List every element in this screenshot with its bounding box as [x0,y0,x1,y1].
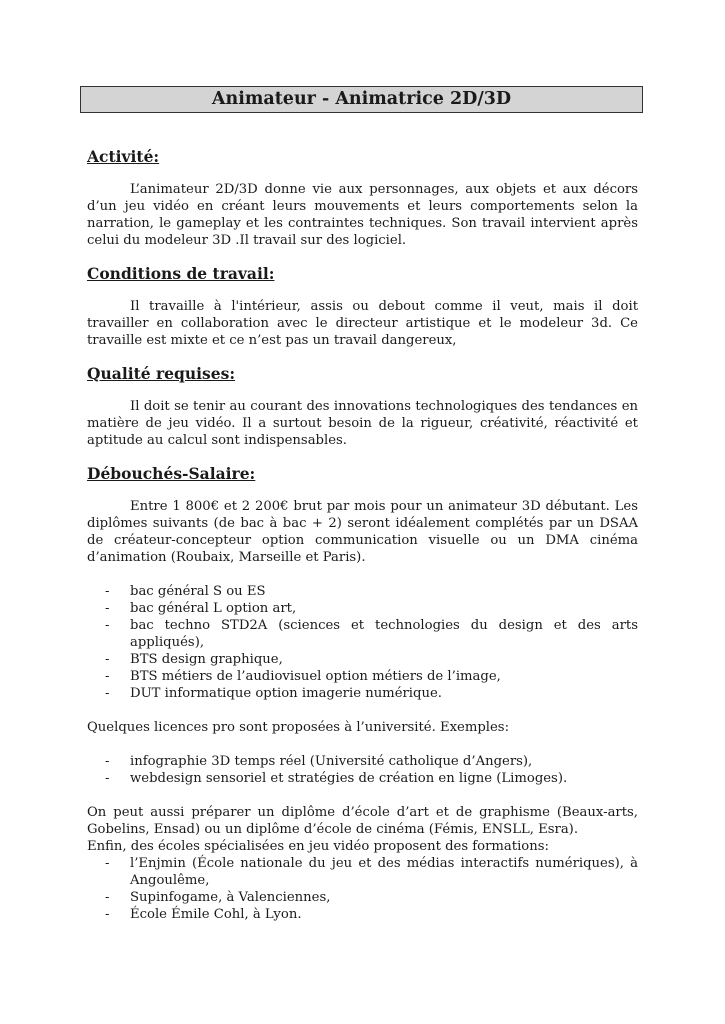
heading-activite: Activité: [87,147,160,166]
diplomas-list [87,583,638,702]
list-item: - bac général S ou ES [87,583,638,600]
list-item: - BTS design graphique, [87,651,638,668]
list-item: - l’Enjmin (École nationale du jeu et des médias interactifs numériques), à Angoulême, [87,855,638,889]
paragraph-debouches-intro: Entre 1 800€ et 2 200€ brut par mois pour un animateur 3D débutant. Les diplômes suivants (de bac à bac + 2) seront idéalement complétés par un DSAA de créateur-concepteur option communication visuelle ou un DMA cinéma d’animation (Roubaix, Marseille et Paris). [87,499,638,565]
list-item: - webdesign sensoriel et stratégies de création en ligne (Limoges). [87,770,638,787]
paragraph-activite: L’animateur 2D/3D donne vie aux personnages, aux objets et aux décors d’un jeu vidéo en créant leurs mouvements et leurs comportements selon la narration, le gameplay et les contraintes techniques. Son travail intervient après celui du modeleur 3D .Il travail sur des logiciel. [87,182,638,248]
document-content [87,146,638,923]
paragraph-licences-intro: Quelques licences pro sont proposées à l’université. Exemples: [87,720,510,735]
list-item: - infographie 3D temps réel (Université catholique d’Angers), [87,753,638,770]
licences-list [87,753,638,787]
list-item: - BTS métiers de l’audiovisuel option métiers de l’image, [87,668,638,685]
heading-qualite: Qualité requises: [87,364,236,383]
document-title: Animateur - Animatrice 2D/3D [80,86,643,113]
list-item: - bac général L option art, [87,600,638,617]
list-item: - École Émile Cohl, à Lyon. [87,906,638,923]
paragraph-conditions: Il travaille à l'intérieur, assis ou debout comme il veut, mais il doit travailler en collaboration avec le directeur artistique et le modeleur 3d. Ce travaille est mixte et ce n’est pas un travail dangereux, [87,299,638,348]
list-item: - DUT informatique option imagerie numérique. [87,685,638,702]
list-item: - bac techno STD2A (sciences et technologies du design et des arts appliqués), [87,617,638,651]
heading-conditions: Conditions de travail: [87,264,275,283]
heading-debouches: Débouchés-Salaire: [87,464,256,483]
paragraph-specialisees-intro: Enfin, des écoles spécialisées en jeu vidéo proposent des formations: [87,839,549,854]
paragraph-qualite: Il doit se tenir au courant des innovations technologiques des tendances en matière de jeu vidéo. Il a surtout besoin de la rigueur, créativité, réactivité et aptitude au calcul sont indispensables. [87,399,638,448]
paragraph-ecoles: On peut aussi préparer un diplôme d’école d’art et de graphisme (Beaux-arts, Gobelins, Ensad) ou un diplôme d’école de cinéma (Fémis, ENSLL, Esra). [87,805,638,837]
list-item: - Supinfogame, à Valenciennes, [87,889,638,906]
ecoles-list [87,855,638,923]
